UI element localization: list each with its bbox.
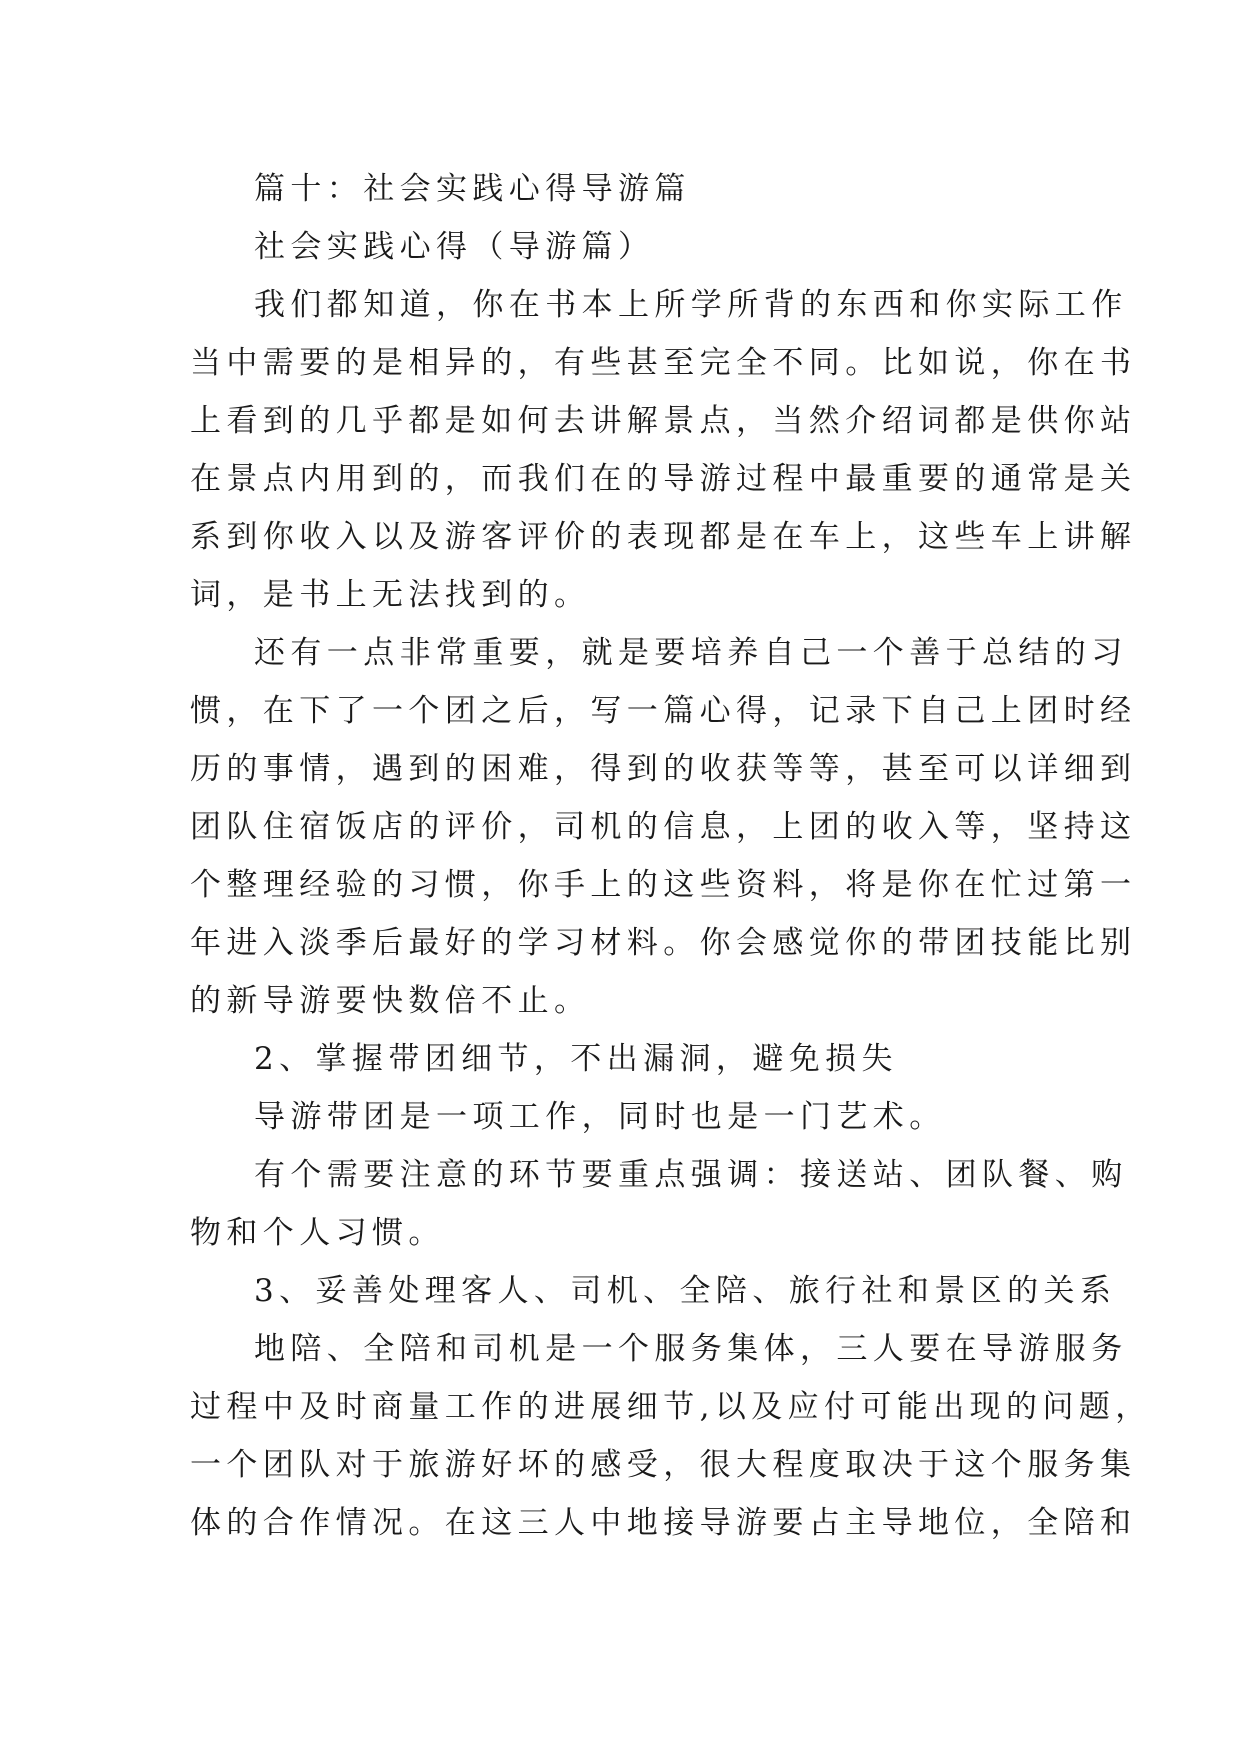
paragraph-line: 导游带团是一项工作，同时也是一门艺术。 [254, 1099, 946, 1135]
paragraph-line: 我们都知道，你在书本上所学所背的东西和你实际工作 [254, 287, 1128, 323]
paragraph-line: 历的事情，遇到的困难，得到的收获等等，甚至可以详细到 [190, 751, 1137, 787]
section-heading: 篇十：社会实践心得导游篇 [254, 171, 691, 207]
paragraph-line: 词，是书上无法找到的。 [190, 577, 591, 613]
paragraph-line: 体的合作情况。在这三人中地接导游要占主导地位，全陪和 [190, 1505, 1137, 1541]
paragraph-line: 个整理经验的习惯，你手上的这些资料，将是你在忙过第一 [190, 867, 1137, 903]
list-heading-3: 3、妥善处理客人、司机、全陪、旅行社和景区的关系 [254, 1273, 1117, 1309]
paragraph-line: 有个需要注意的环节要重点强调：接送站、团队餐、购 [254, 1157, 1128, 1193]
paragraph-line: 在景点内用到的，而我们在的导游过程中最重要的通常是关 [190, 461, 1137, 497]
paragraph-line: 物和个人习惯。 [190, 1215, 445, 1251]
paragraph-line: 的新导游要快数倍不止。 [190, 983, 591, 1019]
section-subtitle: 社会实践心得（导游篇） [254, 229, 655, 265]
paragraph-line: 团队住宿饭店的评价，司机的信息，上团的收入等，坚持这 [190, 809, 1137, 845]
paragraph-line: 当中需要的是相异的，有些甚至完全不同。比如说，你在书 [190, 345, 1137, 381]
paragraph-line: 惯，在下了一个团之后，写一篇心得，记录下自己上团时经 [190, 693, 1137, 729]
paragraph-line: 上看到的几乎都是如何去讲解景点，当然介绍词都是供你站 [190, 403, 1137, 439]
paragraph-line: 还有一点非常重要，就是要培养自己一个善于总结的习 [254, 635, 1128, 671]
paragraph-line: 系到你收入以及游客评价的表现都是在车上，这些车上讲解 [190, 519, 1137, 555]
paragraph-line: 过程中及时商量工作的进展细节,以及应付可能出现的问题， [190, 1389, 1152, 1425]
document-body [190, 160, 1152, 1552]
paragraph-line: 年进入淡季后最好的学习材料。你会感觉你的带团技能比别 [190, 925, 1137, 961]
paragraph-line: 一个团队对于旅游好坏的感受，很大程度取决于这个服务集 [190, 1447, 1137, 1483]
paragraph-line: 地陪、全陪和司机是一个服务集体，三人要在导游服务 [254, 1331, 1128, 1367]
list-heading-2: 2、掌握带团细节，不出漏洞，避免损失 [254, 1041, 898, 1077]
